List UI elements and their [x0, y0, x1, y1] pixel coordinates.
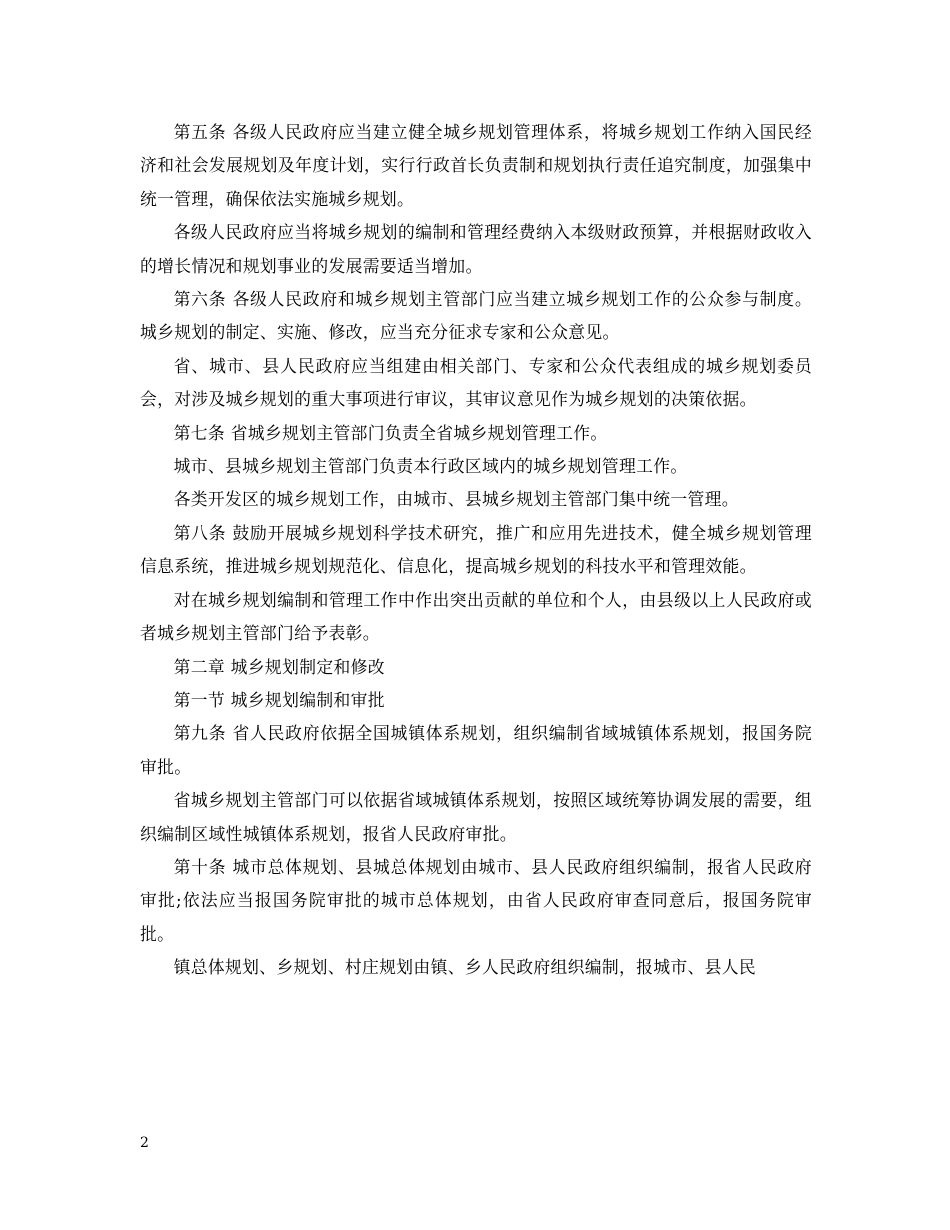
paragraph-article-7-development-zones: 各类开发区的城乡规划工作，由城市、县城乡规划主管部门集中统一管理。 — [173, 489, 739, 510]
page-number: 2 — [140, 1135, 149, 1151]
section-heading: 第一节 城乡规划编制和审批 — [173, 689, 385, 710]
paragraph-article-7: 第七条 省城乡规划主管部门负责全省城乡规划管理工作。 — [173, 422, 608, 443]
paragraph-article-9: 第九条 省人民政府依据全国城镇体系规划，组织编制省域城镇体系规划，报国务院审批。 — [140, 723, 812, 777]
paragraph-article-8-awards: 对在城乡规划编制和管理工作中作出突出贡献的单位和个人，由县级以上人民政府或者城乡规划主管部门给予表彰。 — [140, 589, 812, 644]
chapter-heading: 第二章 城乡规划制定和修改 — [173, 656, 385, 677]
paragraph-article-10-town-village: 镇总体规划、乡规划、村庄规划由镇、乡人民政府组织编制，报城市、县人民 — [173, 957, 757, 978]
paragraph-article-7-city-county: 城市、县城乡规划主管部门负责本行政区域内的城乡规划管理工作。 — [173, 456, 688, 477]
paragraph-article-10: 第十条 城市总体规划、县城总体规划由城市、县人民政府组织编制，报省人民政府审批;依法应当报国务院审批的城市总体规划，由省人民政府审查同意后，报国务院审批。 — [140, 856, 812, 944]
paragraph-article-6: 第六条 各级人民政府和城乡规划主管部门应当建立城乡规划工作的公众参与制度。城乡规划的制定、实施、修改，应当充分征求专家和公众意见。 — [140, 289, 812, 343]
paragraph-article-5: 第五条 各级人民政府应当建立健全城乡规划管理体系，将城乡规划工作纳入国民经济和社会发展规划及年度计划，实行行政首长负责制和规划执行责任追究制度，加强集中统一管理，确保依法实施城乡规划。 — [140, 122, 812, 209]
paragraph-article-5-funding: 各级人民政府应当将城乡规划的编制和管理经费纳入本级财政预算，并根据财政收入的增长情况和规划事业的发展需要适当增加。 — [140, 222, 812, 276]
paragraph-article-8: 第八条 鼓励开展城乡规划科学技术研究，推广和应用先进技术，健全城乡规划管理信息系统，推进城乡规划规范化、信息化，提高城乡规划的科技水平和管理效能。 — [140, 522, 812, 577]
paragraph-article-9-regional: 省城乡规划主管部门可以依据省域城镇体系规划，按照区域统筹协调发展的需要，组织编制区域性城镇体系规划，报省人民政府审批。 — [140, 790, 812, 844]
paragraph-article-6-committee: 省、城市、县人民政府应当组建由相关部门、专家和公众代表组成的城乡规划委员会，对涉及城乡规划的重大事项进行审议，其审议意见作为城乡规划的决策依据。 — [140, 355, 812, 410]
document-body — [140, 116, 812, 985]
